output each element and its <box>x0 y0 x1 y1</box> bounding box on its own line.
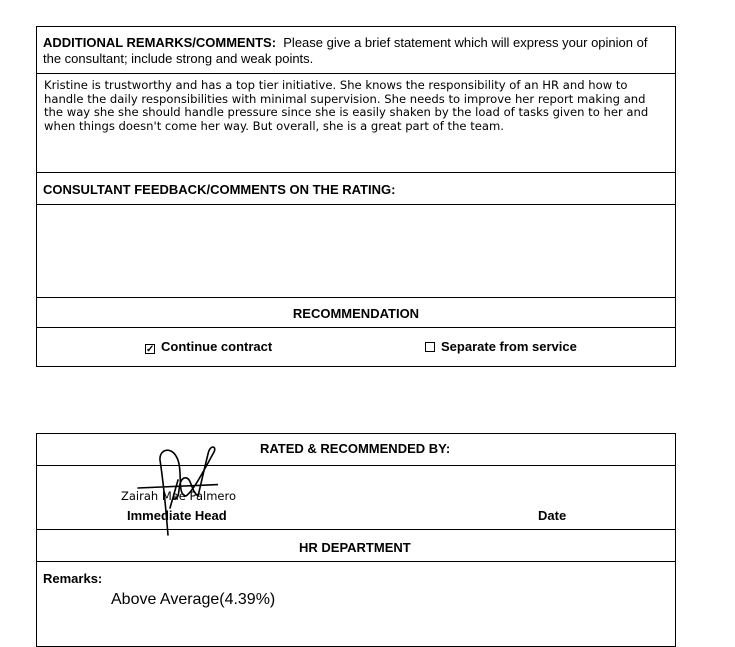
signer-role: Immediate Head <box>127 508 227 523</box>
divider <box>36 172 676 173</box>
hr-remarks-label: Remarks: <box>43 571 103 586</box>
option-label: Separate from service <box>441 339 577 354</box>
hr-heading: HR DEPARTMENT <box>299 540 411 555</box>
recommendation-heading: RECOMMENDATION <box>292 306 420 321</box>
checkbox-empty-icon[interactable] <box>425 342 435 352</box>
option-continue-contract[interactable] <box>145 339 272 354</box>
remarks-instructions <box>43 35 673 67</box>
option-label: Continue contract <box>161 339 273 354</box>
remarks-instruction-line1: Please give a brief statement which will express your opinion of <box>283 35 648 50</box>
consultant-feedback-heading: CONSULTANT FEEDBACK/COMMENTS ON THE RATING: <box>43 182 396 197</box>
rated-heading: RATED & RECOMMENDED BY: <box>260 441 451 456</box>
signer-name: Zairah Mae Palmero <box>121 489 236 503</box>
divider <box>36 561 676 562</box>
signature-icon <box>118 440 218 540</box>
divider <box>36 204 676 205</box>
divider <box>36 73 676 74</box>
remarks-heading: ADDITIONAL REMARKS/COMMENTS: <box>43 35 277 50</box>
remarks-instruction-line2: the consultant; include strong and weak points. <box>43 51 314 66</box>
divider <box>36 297 676 298</box>
option-separate-from-service[interactable] <box>425 339 577 354</box>
hr-remarks-value: Above Average(4.39%) <box>111 591 276 608</box>
date-label: Date <box>538 508 567 523</box>
checkbox-checked-icon[interactable]: ✓ <box>146 344 155 355</box>
divider <box>36 327 676 328</box>
remarks-text: Kristine is trustworthy and has a top tier initiative. She knows the responsibility of an HR and how to handle the daily responsibilities with minimal supervision. She needs to improve her report making and the way she she should handle pressure since she is easily shaken by the load of tasks given to her and when things doesn't come her way. But overall, she is a great part of the team. <box>44 78 649 133</box>
